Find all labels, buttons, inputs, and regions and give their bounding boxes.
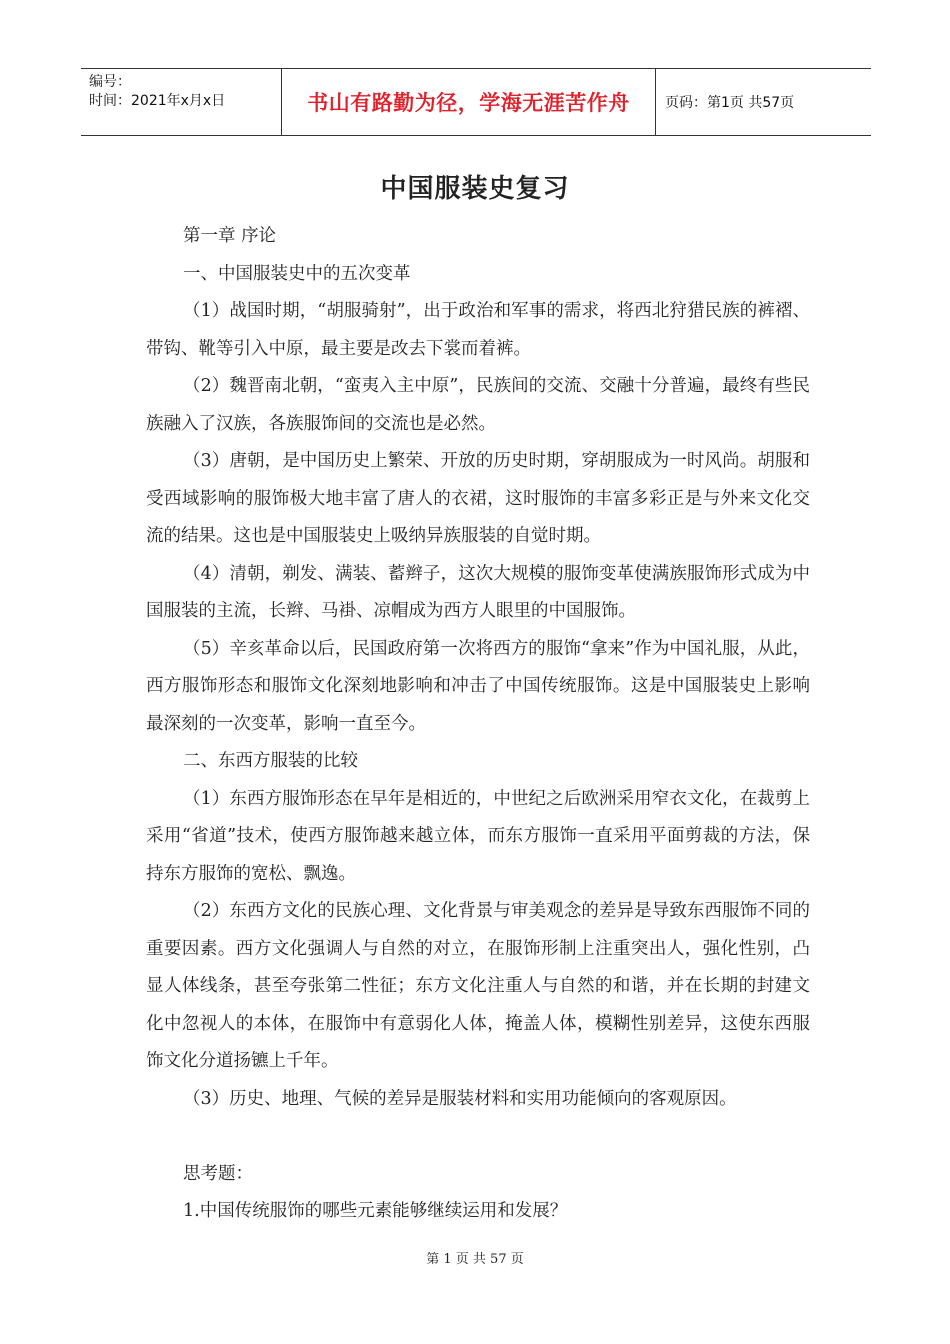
motto-text: 书山有路勤为径，学海无涯苦作舟: [307, 91, 630, 115]
header-motto-cell: [282, 69, 656, 135]
paragraph: （1）战国时期，“胡服骑射”，出于政治和军事的需求，将西北狩猎民族的裤褶、带钩、靴等引入中原，最主要是改去下裳而着裤。: [146, 301, 810, 359]
chapter-heading: 第一章 序论: [183, 226, 277, 246]
number-label: 编号：: [89, 74, 131, 90]
question-item: 1.中国传统服饰的哪些元素能够继续运用和发展？: [183, 1201, 568, 1221]
paragraph: （4）清朝，剃发、满装、蓄辫子，这次大规模的服饰变革使满族服饰形式成为中国服装的主流，长辫、马褂、凉帽成为西方人眼里的中国服饰。: [146, 563, 810, 621]
blank-line: [146, 1118, 810, 1156]
page-footer: 第 1 页 共 57 页: [426, 1252, 524, 1267]
paragraph: （2）东西方文化的民族心理、文化背景与审美观念的差异是导致东西服饰不同的重要因素。西方文化强调人与自然的对立，在服饰形制上注重突出人，强化性别，凸显人体线条，甚至夸张第二性征；东方文化注重人与自然的和谐，并在长期的封建文化中忽视人的本体，在服饰中有意弱化人体，掩盖人体，模糊性别差异，这使东西服饰文化分道扬镳上千年。: [146, 901, 810, 1071]
document-title: 中国服装史复习: [380, 174, 570, 204]
time-label: 时间：2021年x月x日: [89, 93, 226, 109]
paragraph: （5）辛亥革命以后，民国政府第一次将西方的服饰“拿来”作为中国礼服，从此，西方服饰形态和服饰文化深刻地影响和冲击了中国传统服饰。这是中国服装史上影响最深刻的一次变革，影响一直至今。: [146, 638, 810, 734]
header-table: [81, 68, 871, 136]
header-page-cell: [656, 69, 871, 135]
section-heading-2: 二、东西方服装的比较: [183, 751, 358, 771]
paragraph: （3）唐朝，是中国历史上繁荣、开放的历史时期，穿胡服成为一时风尚。胡服和受西域影响的服饰极大地丰富了唐人的衣裙，这时服饰的丰富多彩正是与外来文化交流的结果。这也是中国服装史上吸纳异族服装的自觉时期。: [146, 451, 810, 546]
page-label: 页码：第1页 共57页: [665, 95, 795, 111]
paragraph: （2）魏晋南北朝，“蛮夷入主中原”，民族间的交流、交融十分普遍，最终有些民族融入了汉族，各族服饰间的交流也是必然。: [146, 376, 810, 434]
paragraph: （3）历史、地理、气候的差异是服装材料和实用功能倾向的客观原因。: [183, 1088, 737, 1109]
document-body: [146, 218, 810, 1231]
section-heading-1: 一、中国服装史中的五次变革: [183, 263, 411, 284]
header-meta-cell: [81, 69, 282, 135]
questions-heading: 思考题：: [183, 1163, 253, 1184]
paragraph: （1）东西方服饰形态在早年是相近的，中世纪之后欧洲采用窄衣文化，在裁剪上采用“省道”技术，使西方服饰越来越立体，而东方服饰一直采用平面剪裁的方法，保持东方服饰的宽松、飘逸。: [146, 788, 810, 884]
